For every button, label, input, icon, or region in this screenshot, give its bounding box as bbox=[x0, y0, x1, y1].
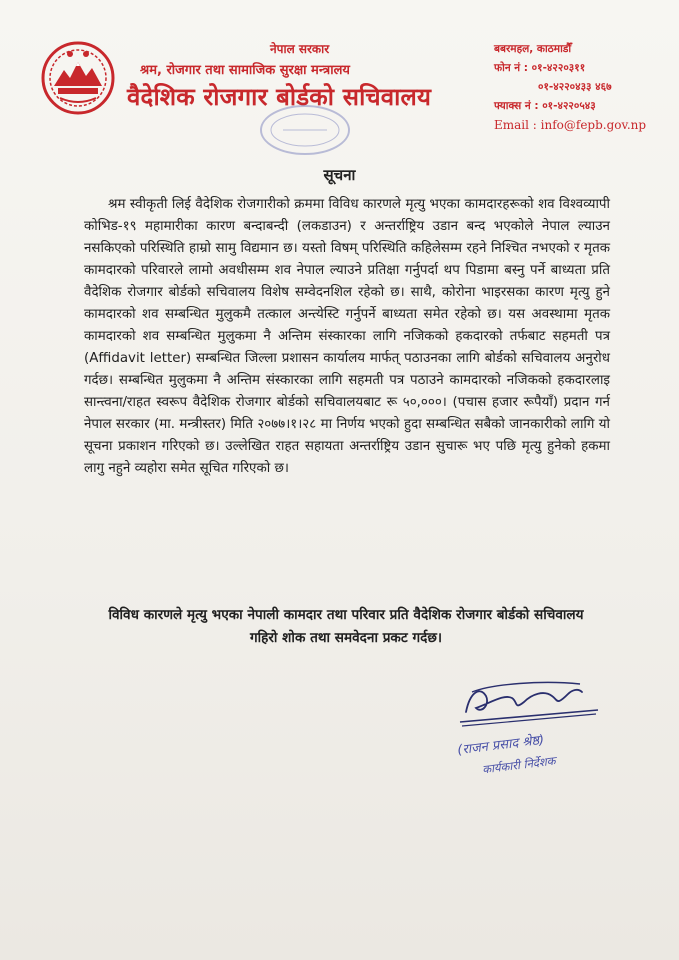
notice-title: सूचना bbox=[323, 166, 356, 184]
contact-block bbox=[494, 40, 646, 135]
condolence-statement: विविध कारणले मृत्यु भएका नेपाली कामदार तथा परिवार प्रति वैदेशिक रोजगार बोर्डको सचिवालय गहिरो शोक तथा समवेदना प्रकट गर्दछ। bbox=[108, 607, 584, 646]
fax-line: फ्याक्स नं : ०१-४२२०५४३ bbox=[494, 100, 596, 112]
notice-body-text: श्रम स्वीकृती लिई वैदेशिक रोजगारीको क्रममा विविध कारणले मृत्यु भएका कामदारहरूको शव विश्वव्यापी कोभिड-१९ महामारीका कारण बन्दाबन्दी (लकडाउन) र अन्तर्राष्ट्रिय उडान बन्द भएकोले नेपाल ल्याउन नसकिएको परिस्थिति हाम्रो सामु विद्यमान छ। यस्तो विषम् परिस्थिति कहिलेसम्म रहने निश्चित नभएको र मृतक कामदारको परिवारले लामो अवधीसम्म शव नेपाल ल्याउने प्रतिक्षा गर्नुपर्दा थप पिडामा बस्नु पर्ने बाध्यता प्रति वैदेशिक रोजगार बोर्डको सचिवालय विशेष सम्वेदनशिल रहेको छ। साथै, कोरोना भाइरसका कारण मृत्यु हुने कामदारको शव सम्बन्धित मुलुकमै तत्काल अन्त्येस्टि गर्नुपर्ने बाध्यता समेत रहेको छ। यस अवस्थामा मृतक कामदारको शव सम्बन्धित मुलुकमा नै अन्तिम संस्कारका लागि नजिकको हकदारको तर्फबाट सहमती पत्र (Affidavit letter) सम्बन्धित जिल्ला प्रशासन कार्यालय मार्फत् पठाउनका लागि बोर्डको सचिवालय अनुरोध गर्दछ। सम्बन्धित मुलुकमा नै अन्तिम संस्कारका लागि सहमती पत्र पठाउने कामदारको नजिकको हकदारलाइ सान्त्वना/राहत स्वरूप वैदेशिक रोजगार बोर्डको सचिवालयबाट रू ५०,०००। (पचास हजार रूपैयाँ) प्रदान गर्न नेपाल सरकार (मा. मन्त्रीस्तर) मिति २०७७।१।२८ मा निर्णय भएको हुदा सम्बन्धित सबैको जानकारीको लागि यो सूचना प्रकाशन गरिएको छ। उल्लेखित राहत सहायता अन्तर्राष्ट्रिय उडान सुचारू भए पछि मृत्यु हुनेको हकमा लागु नहुने व्यहोरा समेत सूचित गरिएको छ। bbox=[84, 197, 610, 476]
official-stamp-icon bbox=[255, 100, 355, 160]
organization-heading: वैदेशिक रोजगार बोर्डको सचिवालय bbox=[127, 83, 432, 111]
phone-label: फोन नं bbox=[494, 62, 521, 74]
phone-number-1: ०१-४२२०३११ bbox=[531, 62, 586, 74]
phone-line-2 bbox=[494, 78, 646, 97]
signatory-title: कार्यकारी निर्देशक bbox=[481, 753, 557, 777]
fax-number: ०१-४२२०५४३ bbox=[542, 100, 596, 112]
ministry-heading: श्रम, रोजगार तथा सामाजिक सुरक्षा मन्त्रालय bbox=[140, 63, 350, 78]
notice-body bbox=[84, 194, 610, 480]
phone-line: फोन नं : ०१-४२२०३११ bbox=[494, 62, 586, 74]
address-line: बबरमहल, काठमाडौँ bbox=[494, 43, 572, 55]
handwritten-signature bbox=[452, 672, 602, 732]
signatory-name: (राजन प्रसाद श्रेष्ठ) bbox=[456, 732, 546, 759]
phone-number-2: ०१-४२२०४३३ ४६७ bbox=[538, 81, 612, 93]
government-heading: नेपाल सरकार bbox=[270, 42, 330, 56]
email-link[interactable]: Email : info@fepb.gov.np bbox=[494, 118, 647, 132]
government-emblem-logo bbox=[40, 40, 116, 116]
fax-label: फ्याक्स नं bbox=[494, 100, 531, 112]
